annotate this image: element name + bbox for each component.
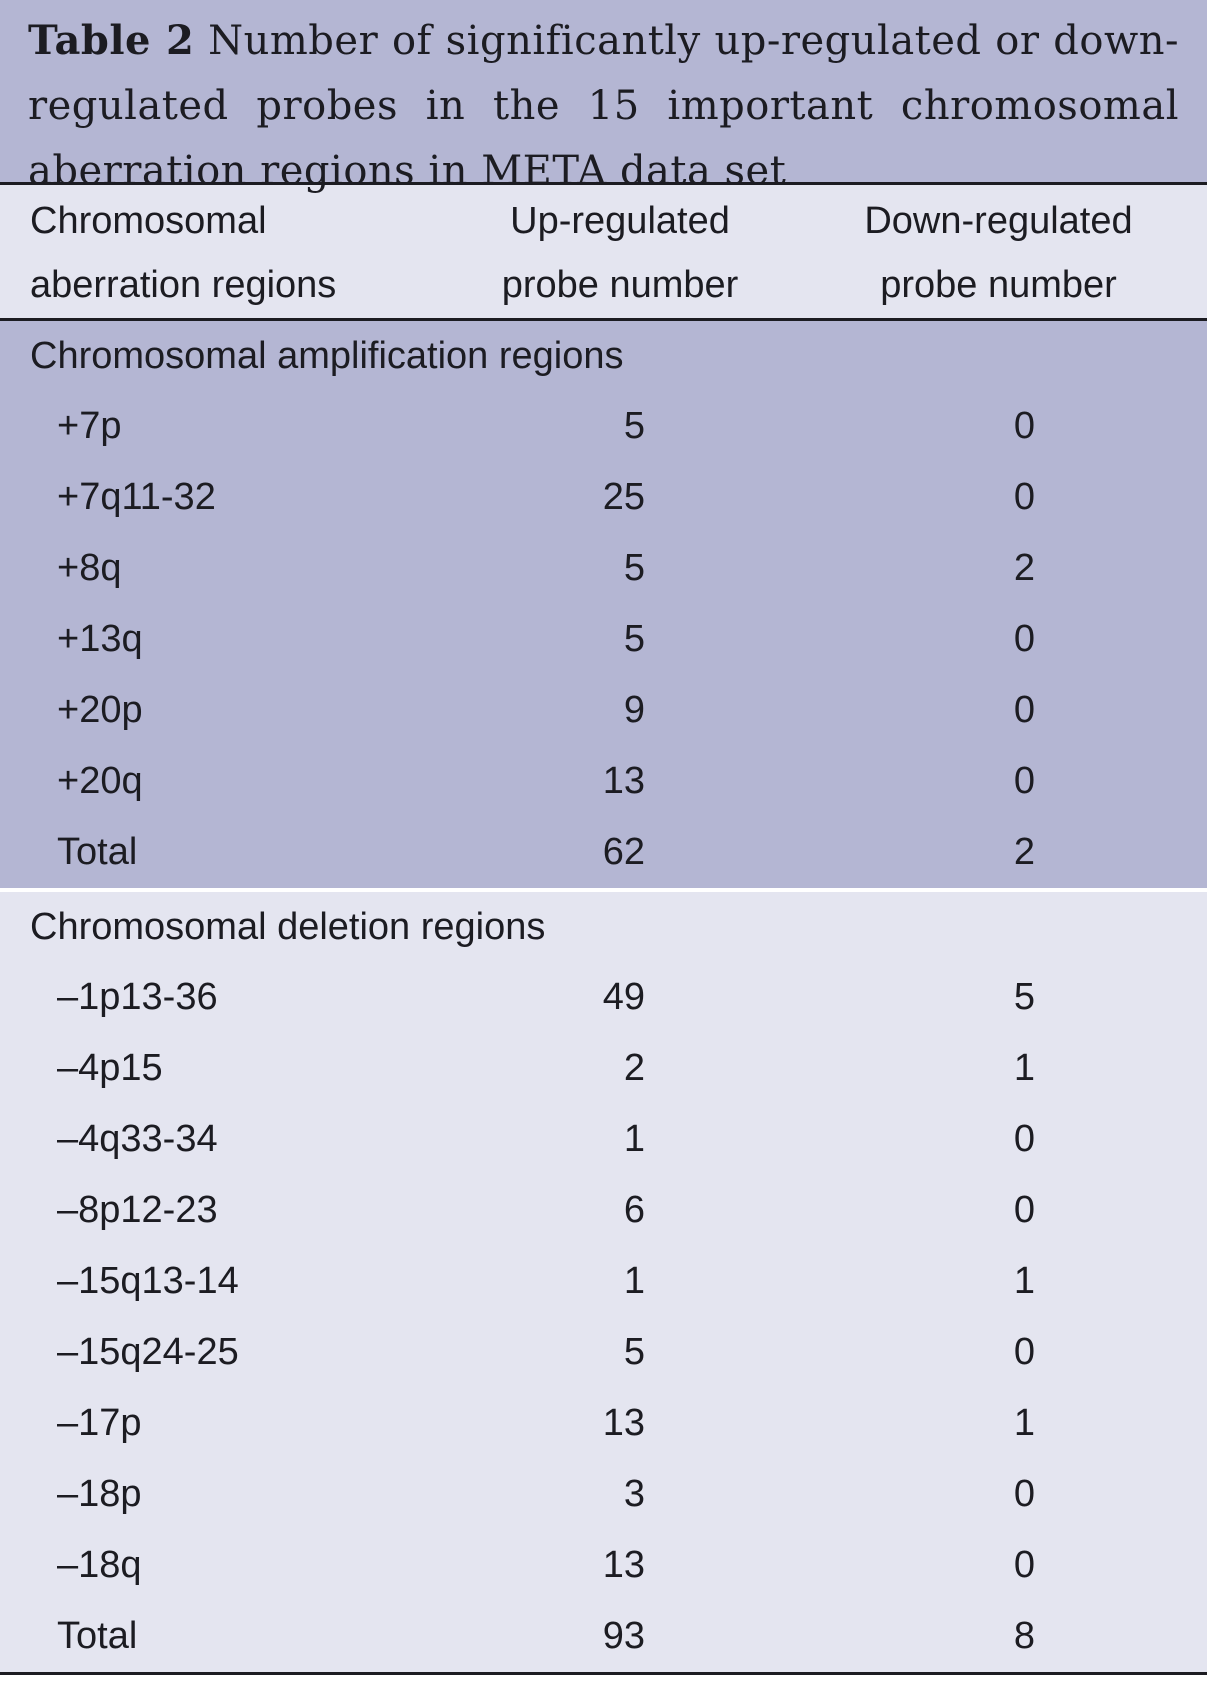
header-regions-line1: Chromosomal bbox=[30, 200, 267, 242]
header-regions-line2: aberration regions bbox=[30, 264, 337, 306]
region-cell: Total bbox=[57, 1615, 138, 1657]
down-count-cell: 2 bbox=[1013, 831, 1035, 873]
region-cell: –15q24-25 bbox=[57, 1331, 239, 1373]
table-row bbox=[0, 1388, 1207, 1459]
table-row bbox=[0, 1104, 1207, 1175]
region-cell: –18p bbox=[57, 1473, 142, 1515]
down-count-cell: 8 bbox=[1013, 1615, 1035, 1657]
up-count-cell: 13 bbox=[602, 1402, 645, 1444]
table-row bbox=[0, 962, 1207, 1033]
table-row bbox=[0, 604, 1207, 675]
down-count-cell: 2 bbox=[1013, 547, 1035, 589]
table-row bbox=[0, 1601, 1207, 1672]
header-down bbox=[790, 189, 1207, 318]
header-regions bbox=[0, 189, 430, 318]
up-count-cell: 3 bbox=[623, 1473, 645, 1515]
down-count-cell: 0 bbox=[1013, 1189, 1035, 1231]
table-row bbox=[0, 675, 1207, 746]
region-cell: +8q bbox=[57, 547, 122, 589]
up-count-cell: 5 bbox=[623, 405, 645, 447]
down-count-cell: 0 bbox=[1013, 1544, 1035, 1586]
region-cell: +7q11-32 bbox=[57, 476, 216, 518]
down-count-cell: 1 bbox=[1013, 1402, 1035, 1444]
table-header bbox=[0, 185, 1207, 318]
table-row bbox=[0, 391, 1207, 462]
table-row bbox=[0, 746, 1207, 817]
table-row bbox=[0, 1033, 1207, 1104]
region-cell: –8p12-23 bbox=[57, 1189, 218, 1231]
table-row bbox=[0, 1175, 1207, 1246]
up-count-cell: 13 bbox=[602, 1544, 645, 1586]
header-up-line1: Up-regulated bbox=[510, 200, 730, 242]
section-title: Chromosomal deletion regions bbox=[30, 906, 546, 948]
up-count-cell: 62 bbox=[602, 831, 645, 873]
up-count-cell: 6 bbox=[623, 1189, 645, 1231]
region-cell: –15q13-14 bbox=[57, 1260, 239, 1302]
up-count-cell: 5 bbox=[623, 1331, 645, 1373]
region-cell: –4q33-34 bbox=[57, 1118, 218, 1160]
table-row bbox=[0, 1530, 1207, 1601]
down-count-cell: 0 bbox=[1013, 689, 1035, 731]
down-count-cell: 5 bbox=[1013, 976, 1035, 1018]
table-row bbox=[0, 1459, 1207, 1530]
down-count-cell: 0 bbox=[1013, 618, 1035, 660]
table-row bbox=[0, 462, 1207, 533]
up-count-cell: 13 bbox=[602, 760, 645, 802]
table-row bbox=[0, 1317, 1207, 1388]
up-count-cell: 49 bbox=[602, 976, 645, 1018]
up-count-cell: 5 bbox=[623, 618, 645, 660]
up-count-cell: 25 bbox=[602, 476, 645, 518]
amplification-section bbox=[0, 321, 1207, 888]
down-count-cell: 1 bbox=[1013, 1260, 1035, 1302]
header-up-line2: probe number bbox=[501, 264, 739, 306]
up-count-cell: 5 bbox=[623, 547, 645, 589]
up-count-cell: 2 bbox=[623, 1047, 645, 1089]
region-cell: –18q bbox=[57, 1544, 142, 1586]
region-cell: –1p13-36 bbox=[57, 976, 218, 1018]
table-row bbox=[0, 533, 1207, 604]
region-cell: –17p bbox=[57, 1402, 142, 1444]
down-count-cell: 0 bbox=[1013, 760, 1035, 802]
down-count-cell: 0 bbox=[1013, 405, 1035, 447]
caption-text: Number of significantly up-regulated or down-regulated probes in the 15 important chromosomal aberration regions in META data set bbox=[28, 18, 1180, 194]
down-count-cell: 0 bbox=[1013, 1473, 1035, 1515]
up-count-cell: 9 bbox=[623, 689, 645, 731]
header-down-line2: probe number bbox=[880, 264, 1117, 306]
header-up bbox=[430, 189, 790, 318]
table-row bbox=[0, 817, 1207, 888]
section-title: Chromosomal amplification regions bbox=[30, 335, 624, 377]
table-row bbox=[0, 1246, 1207, 1317]
deletion-section bbox=[0, 892, 1207, 1672]
region-cell: –4p15 bbox=[57, 1047, 163, 1089]
down-count-cell: 0 bbox=[1013, 1118, 1035, 1160]
region-cell: +13q bbox=[57, 618, 143, 660]
down-count-cell: 1 bbox=[1013, 1047, 1035, 1089]
region-cell: Total bbox=[57, 831, 138, 873]
region-cell: +20q bbox=[57, 760, 143, 802]
up-count-cell: 1 bbox=[623, 1260, 645, 1302]
down-count-cell: 0 bbox=[1013, 1331, 1035, 1373]
up-count-cell: 1 bbox=[623, 1118, 645, 1160]
up-count-cell: 93 bbox=[602, 1615, 645, 1657]
region-cell: +7p bbox=[57, 405, 122, 447]
region-cell: +20p bbox=[57, 689, 143, 731]
caption-label: Table 2 bbox=[28, 17, 195, 64]
header-down-line1: Down-regulated bbox=[864, 200, 1133, 242]
table-caption bbox=[0, 0, 1207, 194]
bottom-rule bbox=[0, 1672, 1207, 1675]
down-count-cell: 0 bbox=[1013, 476, 1035, 518]
